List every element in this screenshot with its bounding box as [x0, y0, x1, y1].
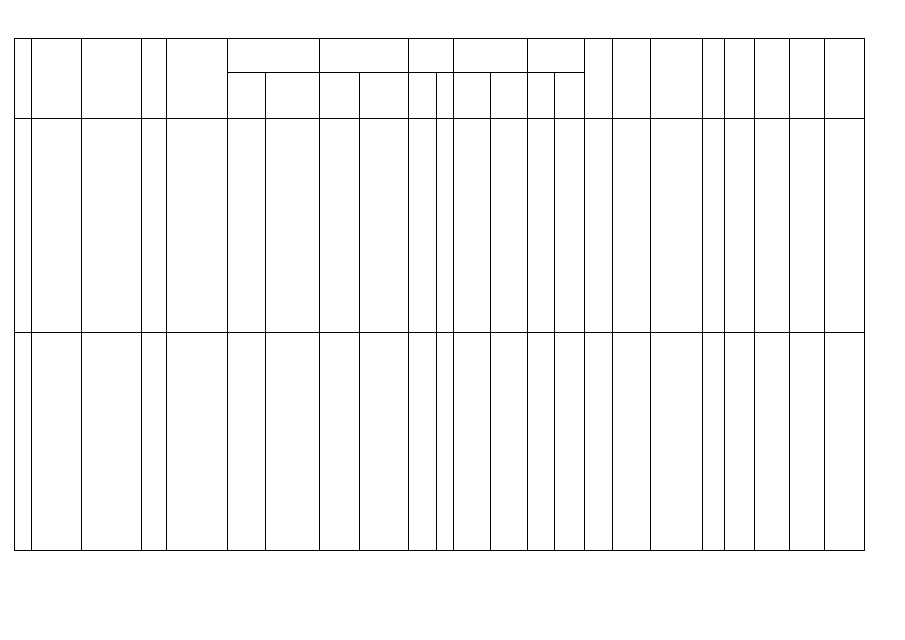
table-cell — [555, 333, 585, 551]
table-cell — [755, 333, 790, 551]
table-cell — [613, 333, 651, 551]
table-cell — [790, 119, 825, 333]
table-cell — [266, 119, 320, 333]
header-content-3 — [409, 39, 454, 73]
table-cell — [142, 119, 167, 333]
header-conditions-1 — [454, 39, 528, 73]
header-registry-record — [32, 39, 82, 119]
subheader-name — [528, 73, 555, 119]
table-cell — [555, 119, 585, 333]
subheader-value — [360, 73, 409, 119]
table-cell — [703, 333, 725, 551]
header-regional-number — [82, 39, 142, 119]
header-conditions-2 — [528, 39, 585, 73]
table-cell — [585, 119, 613, 333]
table-cell — [409, 333, 437, 551]
table-cell — [790, 333, 825, 551]
header-service-code — [142, 39, 167, 119]
table-cell — [703, 119, 725, 333]
registry-table — [14, 38, 865, 551]
subheader-value — [266, 73, 320, 119]
table-cell — [454, 119, 491, 333]
table-cell — [491, 333, 528, 551]
table-cell — [437, 119, 454, 333]
subheader-value — [491, 73, 528, 119]
subheader-name — [454, 73, 491, 119]
table-cell — [360, 119, 409, 333]
subheader-value — [555, 73, 585, 119]
table-cell — [228, 333, 266, 551]
table-cell — [82, 333, 142, 551]
table-cell — [825, 333, 865, 551]
header-activity-sign — [585, 39, 613, 119]
table-cell — [266, 333, 320, 551]
table-cell — [725, 119, 755, 333]
table-cell — [32, 119, 82, 333]
header-service-name — [167, 39, 228, 119]
header-activity-type — [613, 39, 651, 119]
table-cell — [585, 333, 613, 551]
header-quality-indicators — [790, 39, 825, 119]
subheader-value — [437, 73, 454, 119]
table-cell — [491, 119, 528, 333]
table-cell — [167, 333, 228, 551]
header-row-1 — [15, 39, 865, 73]
table-cell — [228, 119, 266, 333]
table-cell — [437, 333, 454, 551]
table-cell — [142, 333, 167, 551]
table-cell — [409, 119, 437, 333]
table-cell — [320, 333, 360, 551]
table-cell — [725, 333, 755, 551]
table-cell — [528, 119, 555, 333]
table-cell — [15, 119, 32, 333]
header-number — [15, 39, 32, 119]
table-cell — [167, 119, 228, 333]
table-cell — [454, 333, 491, 551]
subheader-name — [320, 73, 360, 119]
header-consumer-categories — [755, 39, 790, 119]
table-cell — [82, 119, 142, 333]
table-cell — [755, 119, 790, 333]
table-cell — [825, 119, 865, 333]
table-cell — [651, 119, 703, 333]
table-cell — [32, 333, 82, 551]
header-volume-indicators — [825, 39, 865, 119]
table-cell — [320, 119, 360, 333]
subheader-name — [228, 73, 266, 119]
table-cell — [15, 333, 32, 551]
header-content-2 — [320, 39, 409, 73]
header-institution-type — [703, 39, 725, 119]
table-row — [15, 119, 865, 333]
header-okved — [651, 39, 703, 119]
registry-sheet — [14, 38, 865, 551]
table-cell — [651, 333, 703, 551]
table-cell — [528, 333, 555, 551]
header-content-1 — [228, 39, 320, 73]
table-cell — [360, 333, 409, 551]
table-row — [15, 333, 865, 551]
table-cell — [613, 119, 651, 333]
subheader-name — [409, 73, 437, 119]
header-npa-types — [725, 39, 755, 119]
